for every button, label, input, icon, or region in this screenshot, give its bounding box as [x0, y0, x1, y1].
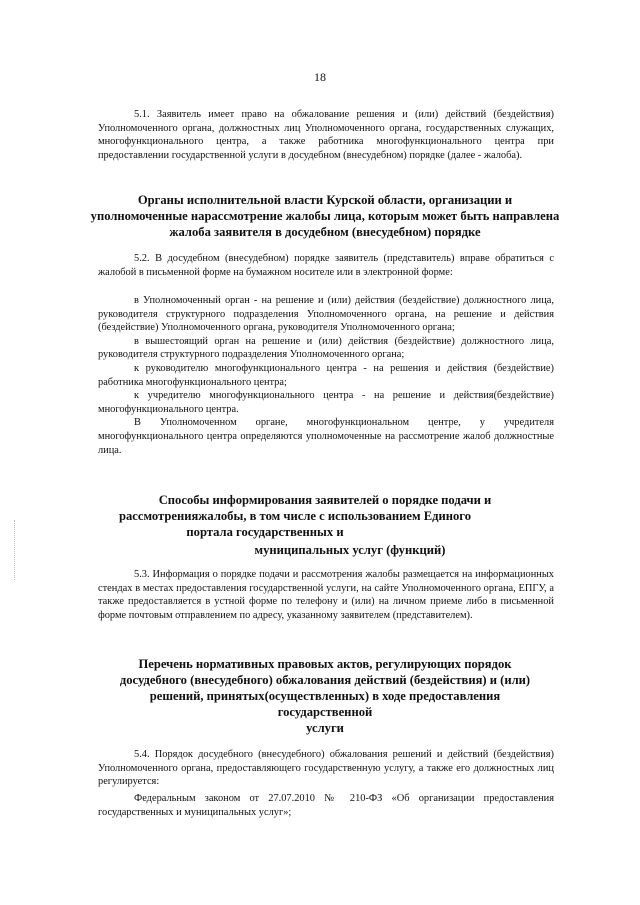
- heading-informing-line-1: Способы информирования заявителей о порядке подачи и: [158, 493, 492, 507]
- heading-informing-line-3: портала государственных и: [186, 525, 344, 539]
- paragraph-5-1: 5.1. Заявитель имеет право на обжалование решения и (или) действий (бездействия) Уполномоченного органа, должностных лиц Уполномоченного органа, государственных служащих, многофункционального центра, а также работника многофункционального центра при предоставлении государственной услуги в досудебном (внесудебном) порядке (далее - жалоба).: [98, 109, 554, 161]
- heading-informing-line-2: рассмотренияжалобы, в том числе с использованием Единого: [119, 509, 471, 523]
- paragraph-5-4: 5.4. Порядок досудебного (внесудебного) обжалования решений и действий (бездействия) Уполномоченного органа, предоставляющего государственную услугу, а также его должностных лиц регулируется:: [98, 749, 554, 788]
- complaint-recipients-list: [98, 294, 554, 457]
- heading-legal-acts-line-3: решений, принятых(осуществленных) в ходе предоставления: [149, 689, 501, 703]
- heading-complaint-bodies: Органы исполнительной власти Курской области, организации и уполномоченные нарассмотрение жалобы лица, которым может быть направлена жалоба заявителя в досудебном (внесудебном) порядке: [90, 193, 560, 239]
- list-item: к учредителю многофункционального центра - на решение и действия(бездействие) многофункционального центра.: [98, 390, 554, 415]
- heading-legal-acts-line-5: услуги: [306, 721, 344, 735]
- heading-legal-acts-line-2: досудебного (внесудебного) обжалования действий (бездействия) и (или): [119, 673, 531, 687]
- paragraph-5-2-intro: 5.2. В досудебном (внесудебном) порядке заявитель (представитель) вправе обратиться с жалобой в письменной форме на бумажном носителе или в электронной форме:: [98, 253, 554, 278]
- paragraph-5-3: 5.3. Информация о порядке подачи и рассмотрения жалобы размещается на информационных стендах в местах предоставления государственной услуги, на сайте Уполномоченного органа, ЕПГУ, а также предоставляется в устной форме по телефону и (или) на личном приеме либо в письменной форме почтовым отправлением по адресу, указанному заявителем (представителем).: [98, 569, 554, 621]
- page-number: 18: [314, 70, 326, 84]
- paragraph-5-2-last: В Уполномоченном органе, многофункциональном центре, у учредителя многофункционального центра определяются уполномоченные на рассмотрение жалоб должностные лица.: [98, 417, 554, 456]
- list-item: к руководителю многофункционального центра - на решения и действия (бездействие) работника многофункционального центра;: [98, 362, 554, 388]
- heading-informing-line-4: муниципальных услуг (функций): [254, 543, 446, 557]
- paragraph-5-4-law: Федеральным законом от 27.07.2010 № 210-ФЗ «Об организации предоставления государственных и муниципальных услуг»;: [98, 793, 554, 818]
- heading-legal-acts-line-1: Перечень нормативных правовых актов, регулирующих порядок: [138, 657, 512, 671]
- heading-legal-acts-line-4: государственной: [277, 705, 373, 719]
- list-item: в вышестоящий орган на решение и (или) действия (бездействие) должностного лица, руководителя структурного подразделения Уполномоченного органа;: [98, 335, 554, 361]
- margin-artifact: [14, 520, 17, 580]
- list-item: в Уполномоченный орган - на решение и (или) действия (бездействие) должностного лица, руководителя структурного подразделения Уполномоченного органа, на решение и действия (бездействие) Уполномоченного органа, руководителя Уполномоченного органа;: [98, 295, 554, 334]
